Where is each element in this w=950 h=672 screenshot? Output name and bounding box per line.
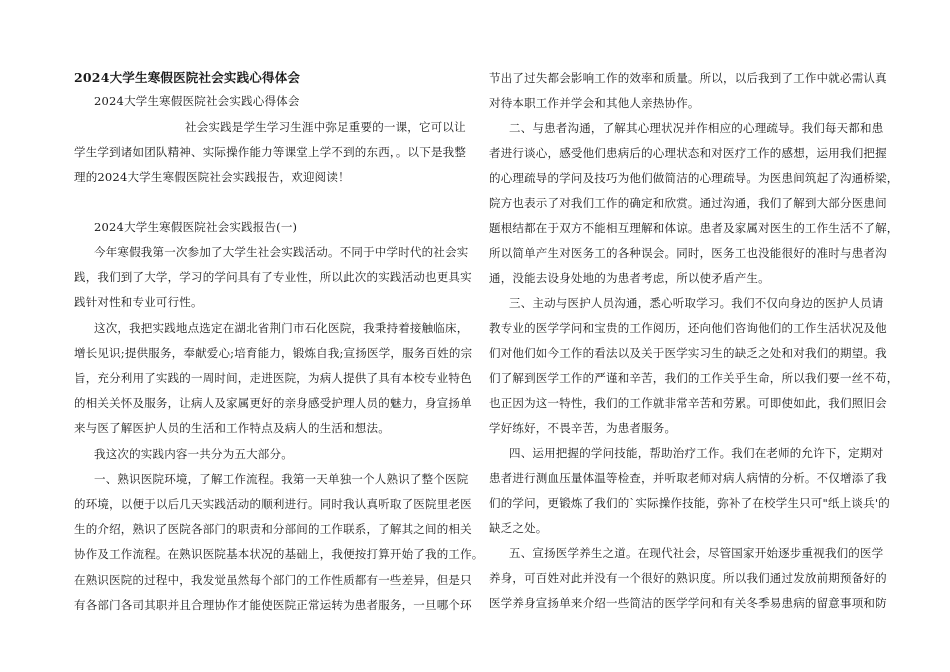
paragraph-line: 五、宣扬医学养生之道。在现代社会，尽管国家开始逐步重视我们的医学 [509, 546, 884, 560]
paragraph-line: 们的学问，更锻炼了我们的`实际操作技能，弥补了在校学生只可"纸上谈兵'的 [489, 496, 890, 510]
paragraph-line: 缺乏之处。 [489, 521, 548, 535]
paragraph-line: 院方也表示了对我们工作的确定和欣赏。通过沟通，我们了解到大部分医患间 [489, 196, 887, 210]
paragraph-line: 这次，我把实践地点选定在湖北省荆门市石化医院，我秉持着接触临床， [94, 321, 469, 335]
paragraph-line: 学好练好，不畏辛苦，为患者服务。 [489, 421, 677, 435]
paragraph-line: 一、熟识医院环境，了解工作流程。我第一天单独一个人熟识了整个医院 [94, 472, 469, 486]
paragraph-line: 践，我们到了大学，学习的学问具有了专业性，所以此次的实践活动也更具实 [74, 270, 472, 284]
paragraph-line: 来与医了解医护人员的生活和工作特点及病人的生活和想法。 [74, 421, 390, 435]
paragraph-line: 患者进行测血压量体温等检查，并听取老师对病人病情的分析。不仅增添了我 [489, 471, 887, 485]
paragraph-line: 通，没能去设身处地的为患者考虑，所以使矛盾产生。 [489, 271, 770, 285]
paragraph-line: 所以简单产生对医务工的各种误会。同时，医务工也没能很好的准时与患者沟 [489, 246, 887, 260]
paragraph-line: 旨，充分利用了实践的一周时间，走进医院，为病人提供了具有本校专业特色 [74, 371, 472, 385]
paragraph-line: 理的2024大学生寒假医院社会实践报告，欢迎阅读！ [74, 170, 350, 184]
paragraph-line: 养身，可百姓对此并没有一个很好的熟识度。所以我们通过发放前期预备好的 [489, 571, 887, 585]
paragraph-line: 学生学到诸如团队精神、实际操作能力等课堂上学不到的东西，。以下是我整 [74, 145, 467, 159]
document-title: 2024大学生寒假医院社会实践心得体会 [74, 70, 301, 85]
section-heading: 2024大学生寒假医院社会实践报告(一) [94, 220, 298, 234]
paragraph-line: 的心理疏导的学问及技巧为他们做简洁的心理疏导。为医患间筑起了沟通桥梁， [489, 171, 899, 185]
paragraph-line: 节出了过失都会影响工作的效率和质量。所以，以后我到了工作中就必需认真 [489, 71, 887, 85]
subtitle-line: 2024大学生寒假医院社会实践心得体会 [94, 94, 300, 108]
paragraph-line: 者进行谈心，感受他们患病后的心理状态和对医疗工作的感想，运用我们把握 [489, 146, 887, 160]
paragraph-line: 的相关关怀及服务，让病人及家属更好的亲身感受护理人员的魅力，身宣扬单 [74, 396, 472, 410]
paragraph-line: 增长见识;提供服务，奉献爱心;培育能力，锻炼自我;宣扬医学，服务百姓的宗 [74, 346, 473, 360]
paragraph-line: 们对他们如今工作的看法以及关于医学实习生的缺乏之处和对我们的期望。我 [489, 346, 887, 360]
paragraph-line: 践针对性和专业可行性。 [74, 295, 203, 309]
paragraph-line: 二、与患者沟通，了解其心理状况并作相应的心理疏导。我们每天都和患 [509, 121, 884, 135]
paragraph-line: 生的介绍，熟识了医院各部门的职责和分部间的工作联系，了解其之间的相关 [74, 522, 472, 536]
paragraph-line: 我这次的实践内容一共分为五大部分。 [94, 447, 293, 461]
paragraph-line: 有各部门各司其职并且合理协作才能使医院正常运转为患者服务，一旦哪个环 [74, 598, 472, 612]
paragraph-line: 们了解到医学工作的严谨和辛苦，我们的工作关乎生命，所以我们要一丝不苟， [489, 371, 899, 385]
paragraph-line: 在熟识医院的过程中，我发觉虽然每个部门的工作性质都有一些差异，但是只 [74, 573, 472, 587]
paragraph-line: 对待本职工作并学会和其他人亲热协作。 [489, 96, 700, 110]
paragraph-line: 医学养身宣扬单来介绍一些简洁的医学学问和有关冬季易患病的留意事项和防 [489, 596, 887, 610]
paragraph-line: 题根结都在于双方不能相互理解和体谅。患者及家属对医生的工作生活不了解， [489, 221, 899, 235]
paragraph-line: 今年寒假我第一次参加了大学生社会实践活动。不同于中学时代的社会实 [94, 245, 469, 259]
paragraph-line: 社会实践是学生学习生涯中弥足重要的一课，它可以让 [185, 120, 466, 134]
paragraph-line: 三、主动与医护人员沟通，悉心听取学习。我们不仅向身边的医护人员请 [509, 296, 884, 310]
paragraph-line: 教专业的医学学问和宝贵的工作阅历，还向他们咨询他们的工作生活状况及他 [489, 321, 887, 335]
paragraph-line: 四、运用把握的学问技能，帮助治疗工作。我们在老师的允许下，定期对 [509, 446, 884, 460]
paragraph-line: 协作及工作流程。在熟识医院基本状况的基础上，我便按打算开始了我的工作。 [74, 547, 484, 561]
paragraph-line: 也正因为这一特性，我们的工作就非常辛苦和劳累。可即使如此，我们照旧会 [489, 396, 887, 410]
paragraph-line: 的环境，以便于以后几天实践活动的顺利进行。同时我认真听取了医院里老医 [74, 497, 472, 511]
